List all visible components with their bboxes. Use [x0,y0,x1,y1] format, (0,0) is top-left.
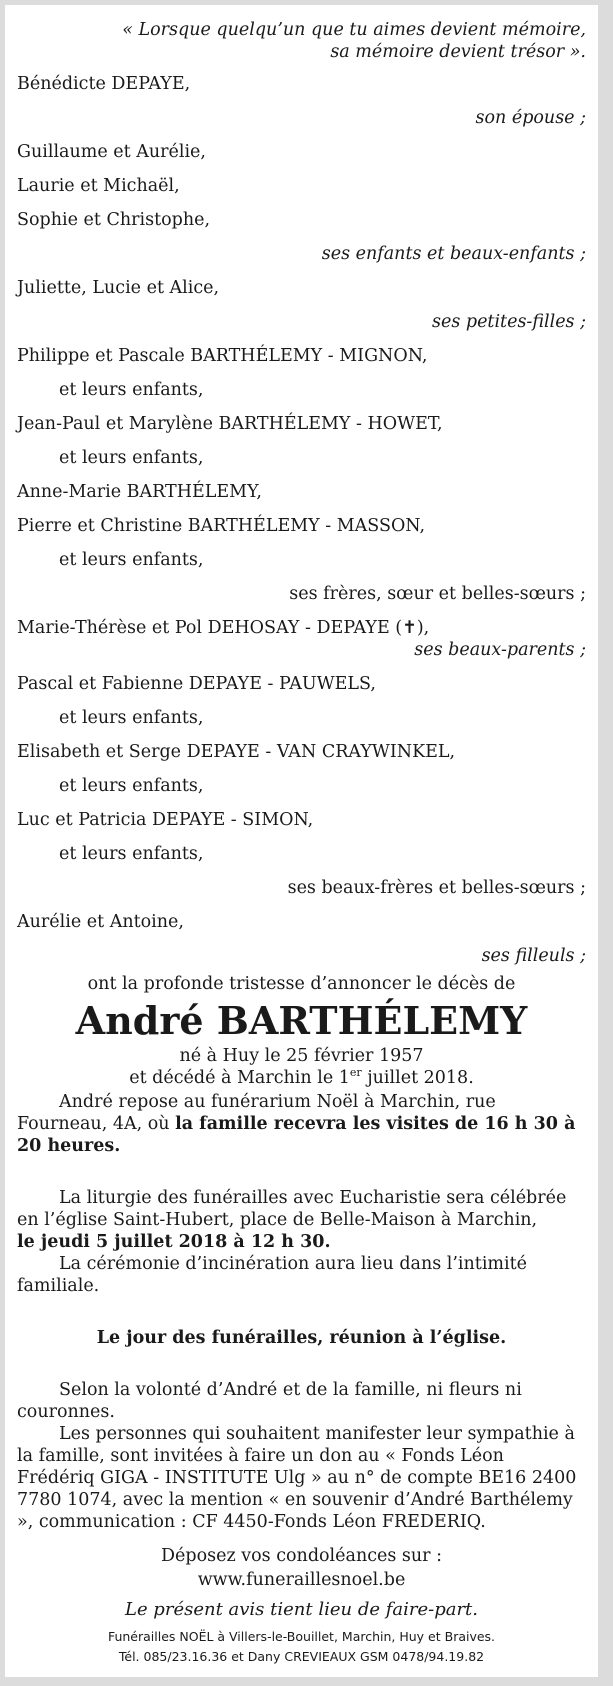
obituary-card [5,5,598,1677]
child-1: Guillaume et Aurélie, [17,142,206,162]
death-info-sup: er [349,1066,362,1080]
condolences-url[interactable]: www.funeraillesnoel.be [197,1570,406,1590]
inlaw-2-kids: et leurs enfants, [59,776,204,796]
sibling-4: Pierre et Christine BARTHÉLEMY - MASSON, [17,516,426,536]
cross-icon: ✝ [402,618,417,638]
spouse-role: son épouse ; [475,108,586,128]
parents-in-law-names: Marie-Thérèse et Pol DEHOSAY - DEPAYE ( [17,618,403,638]
parents-in-law-close: ), [416,618,430,638]
liturgy-text: La liturgie des funérailles avec Eucharistie sera célébrée en l’église Saint-Hubert, place de Belle-Maison à Marchin, [17,1188,567,1230]
condolences-line-1: Déposez vos condoléances sur : [161,1546,442,1566]
parents-in-law-role: ses beaux-parents ; [414,640,586,660]
quote-line-2: sa mémoire devient trésor ». [330,42,586,62]
child-3: Sophie et Christophe, [17,210,211,230]
notice-text: Le présent avis tient lieu de faire-part. [124,1599,479,1620]
inlaw-3: Luc et Patricia DEPAYE - SIMON, [17,810,314,830]
sibling-1-kids: et leurs enfants, [59,380,204,400]
sibling-2-kids: et leurs enfants, [59,448,204,468]
grandchildren-role: ses petites-filles ; [431,312,586,332]
inlaw-1-kids: et leurs enfants, [59,708,204,728]
sibling-4-kids: et leurs enfants, [59,550,204,570]
visitation-hours: la famille recevra les visites de 16 h 30 à 20 heures. [17,1114,576,1156]
visitation-paragraph [17,1091,586,1157]
donation-text: Les personnes qui souhaitent manifester leur sympathie à la famille, sont invitées à faire un don au « Fonds Léon Frédériq GIGA - INSTITUTE Ulg » au n° de compte BE16 2400 7780 1074, avec la mention « en souvenir d’André Barthélemy », communication : CF 4450-Fonds Léon FREDERIQ. [17,1424,577,1532]
parents-in-law [17,617,586,639]
inlaws-role: ses beaux-frères et belles-sœurs ; [287,878,586,898]
wishes-paragraph [17,1379,586,1533]
spouse-name: Bénédicte DEPAYE, [17,74,191,94]
flowers-text: Selon la volonté d’André et de la famille, ni fleurs ni couronnes. [17,1380,522,1422]
siblings-role: ses frères, sœur et belles-sœurs ; [289,584,586,604]
death-info [17,1067,586,1089]
child-2: Laurie et Michaël, [17,176,180,196]
death-info-a: et décédé à Marchin le 1 [129,1068,350,1088]
announcement: ont la profonde tristesse d’annoncer le décès de [87,974,516,994]
liturgy-paragraph [17,1187,586,1297]
cremation-text: La cérémonie d’incinération aura lieu dans l’intimité familiale. [17,1254,528,1296]
birth-info: né à Huy le 25 février 1957 [179,1046,424,1066]
church-meeting: Le jour des funérailles, réunion à l’église. [96,1328,507,1348]
sibling-3: Anne-Marie BARTHÉLEMY, [17,482,262,502]
inlaw-1: Pascal et Fabienne DEPAYE - PAUWELS, [17,674,376,694]
sibling-2: Jean-Paul et Marylène BARTHÉLEMY - HOWET, [17,414,443,434]
death-info-b: juillet 2018. [361,1068,474,1088]
visitation-text: André repose au funérarium Noël à Marchin, rue Fourneau, 4A, où [17,1092,496,1134]
inlaw-3-kids: et leurs enfants, [59,844,204,864]
family-list [17,73,586,967]
inlaw-2: Elisabeth et Serge DEPAYE - VAN CRAYWINKEL, [17,742,456,762]
children-role: ses enfants et beaux-enfants ; [321,244,586,264]
footer-line-1: Funérailles NOËL à Villers-le-Bouillet, Marchin, Huy et Braives. [107,1629,496,1644]
quote-line-1: « Lorsque quelqu’un que tu aimes devient mémoire, [122,20,586,40]
footer-line-2: Tél. 085/23.16.36 et Dany CREVIEAUX GSM 0478/94.19.82 [118,1649,485,1664]
opening-quote [17,19,586,63]
godchildren: Aurélie et Antoine, [17,912,184,932]
grandchildren: Juliette, Lucie et Alice, [17,278,220,298]
godchildren-role: ses filleuls ; [481,946,586,966]
sibling-1: Philippe et Pascale BARTHÉLEMY - MIGNON, [17,346,428,366]
liturgy-date: le jeudi 5 juillet 2018 à 12 h 30. [17,1232,331,1252]
deceased-name: André BARTHÉLEMY [75,998,528,1043]
